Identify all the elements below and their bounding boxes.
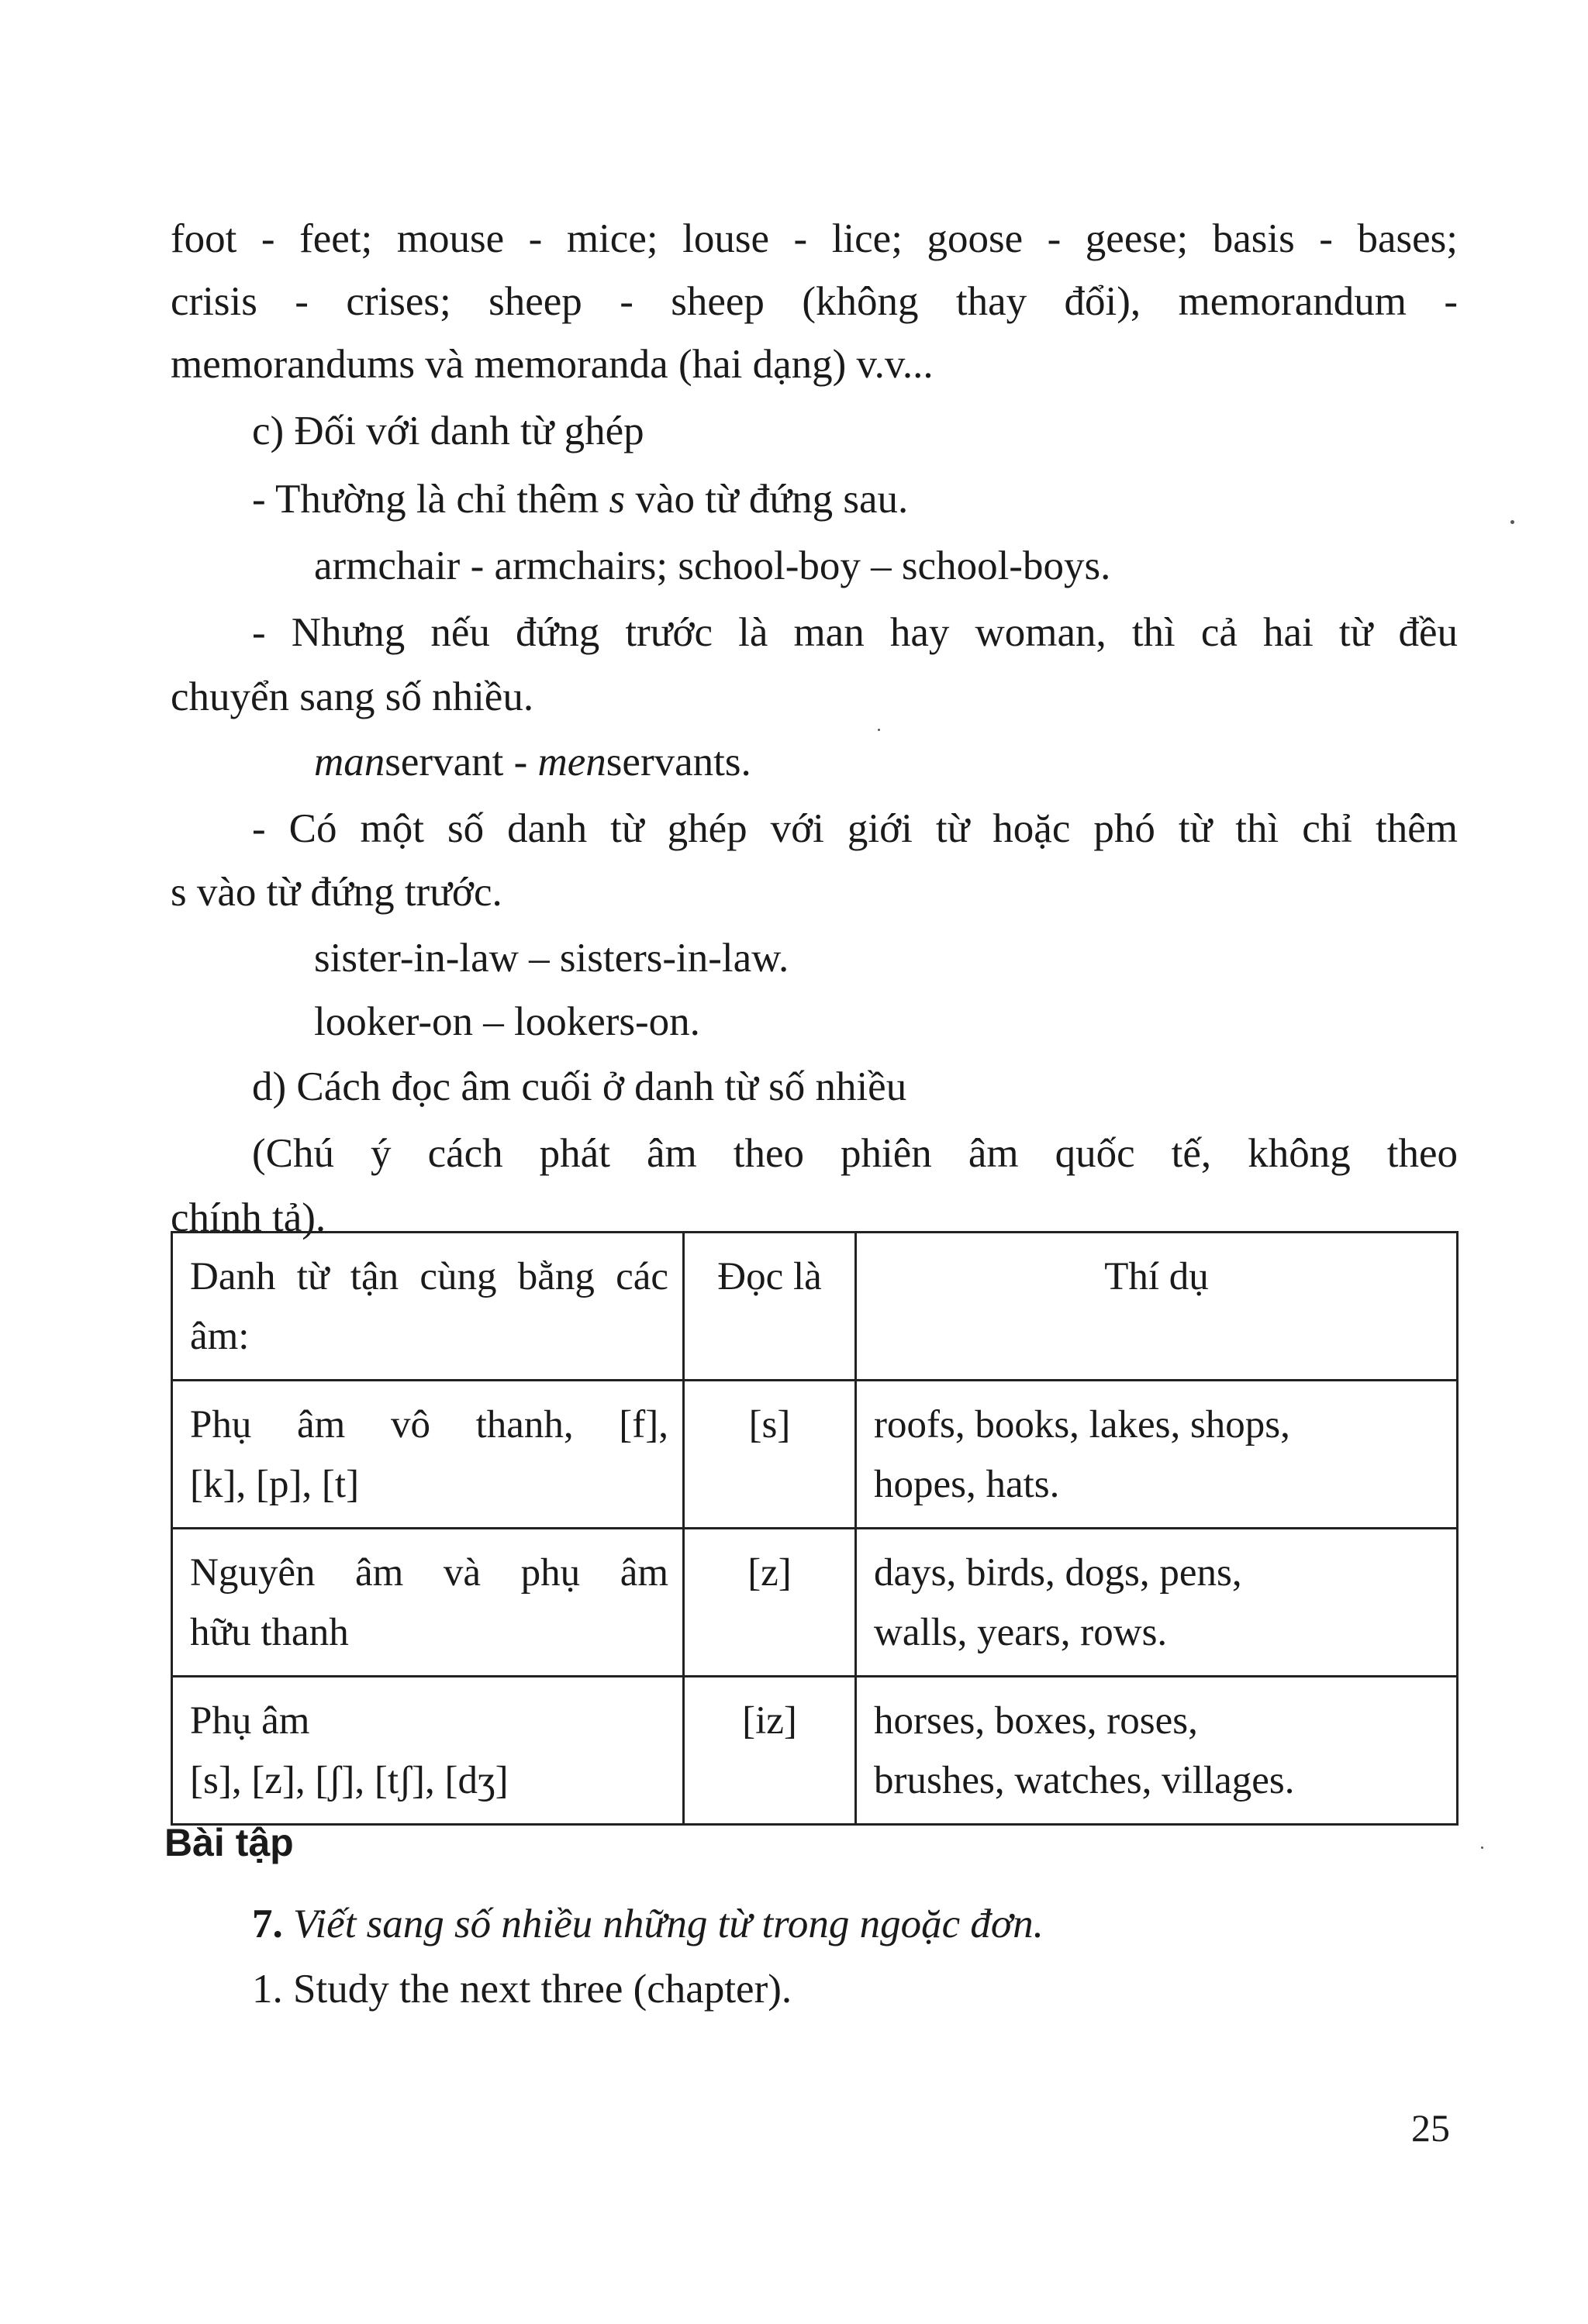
rule-c2: - Nhưng nếu đứng trước là man hay woman, thì cả hai từ đều — [252, 610, 1458, 655]
cell-line: Phụ âm — [190, 1699, 310, 1743]
scan-speck — [1481, 1846, 1483, 1849]
table-cell-ending — [172, 1381, 684, 1529]
rule-c3-cont: s vào từ đứng trước. — [171, 870, 502, 915]
cell-line: [s], [z], [ʃ], [tʃ], [dʒ] — [190, 1759, 509, 1802]
cell-line: hữu thanh — [190, 1611, 349, 1654]
table-row — [172, 1381, 1458, 1529]
section-title: Bài tập — [164, 1821, 294, 1864]
table-header-reading: Đọc là — [684, 1233, 856, 1381]
scan-speck — [878, 729, 880, 731]
cell-line: brushes, watches, villages. — [874, 1759, 1295, 1802]
table-row — [172, 1529, 1458, 1677]
cell-line: hopes, hats. — [874, 1463, 1060, 1506]
page-number: 25 — [1411, 2106, 1450, 2150]
table-cell-reading: [s] — [684, 1381, 856, 1529]
cell-line: horses, boxes, roses, — [874, 1699, 1198, 1743]
note-d-cont: chính tả). — [171, 1195, 326, 1240]
exercise-text: Viết sang số nhiều những từ trong ngoặc đơn. — [293, 1902, 1044, 1946]
text-line: memorandums và memoranda (hai dạng) v.v... — [171, 342, 934, 387]
table-cell-reading: [iz] — [684, 1677, 856, 1825]
pronunciation-table — [171, 1231, 1459, 1826]
example-c2-italic: men — [537, 740, 606, 784]
table-cell-ending — [172, 1529, 684, 1677]
example-c1: armchair - armchairs; school-boy – school-boys. — [314, 543, 1111, 588]
rule-c2-cont: chuyển sang số nhiều. — [171, 674, 534, 719]
example-c3b: looker-on – lookers-on. — [314, 999, 700, 1044]
cell-line: [k], [p], [t] — [190, 1463, 360, 1506]
text-line: crisis - crises; sheep - sheep (không thay đổi), memorandum - — [171, 279, 1458, 324]
cell-line: walls, years, rows. — [874, 1611, 1168, 1654]
table-header-ending: Danh từ tận cùng bằng các âm: — [172, 1233, 684, 1381]
rule-c3: - Có một số danh từ ghép với giới từ hoặc phó từ thì chỉ thêm — [252, 806, 1458, 851]
table-cell-ending — [172, 1677, 684, 1825]
cell-line: Phụ âm vô thanh, [f], — [190, 1403, 668, 1446]
example-c2-text: servant - — [385, 740, 538, 784]
exercise-item: 1. Study the next three (chapter). — [252, 1967, 792, 2012]
text-line: foot - feet; mouse - mice; louse - lice; goose - geese; basis - bases; — [171, 216, 1458, 261]
subheading-d: d) Cách đọc âm cuối ở danh từ số nhiều — [252, 1064, 907, 1109]
table-header-row — [172, 1233, 1458, 1381]
table-row — [172, 1677, 1458, 1825]
scan-speck — [1510, 520, 1514, 524]
rule-c1-emphasis: s — [609, 477, 626, 522]
rule-c1 — [252, 479, 908, 520]
table-cell-examples — [856, 1677, 1458, 1825]
note-d: (Chú ý cách phát âm theo phiên âm quốc tế, không theo — [252, 1131, 1458, 1176]
example-c2-text: servants. — [606, 740, 751, 784]
example-c3a: sister-in-law – sisters-in-law. — [314, 936, 789, 981]
exercise-number: 7. — [252, 1902, 283, 1946]
cell-line: roofs, books, lakes, shops, — [874, 1403, 1290, 1446]
cell-line: days, birds, dogs, pens, — [874, 1551, 1242, 1595]
rule-c1-text: vào từ đứng sau. — [625, 477, 909, 522]
rule-c1-text: - Thường là chỉ thêm — [252, 477, 609, 522]
table-cell-examples — [856, 1529, 1458, 1677]
example-c2 — [314, 742, 751, 783]
cell-line: Nguyên âm và phụ âm — [190, 1551, 668, 1595]
subheading-c: c) Đối với danh từ ghép — [252, 409, 644, 453]
table-cell-examples — [856, 1381, 1458, 1529]
example-c2-italic: man — [314, 740, 385, 784]
table-header-examples: Thí dụ — [856, 1233, 1458, 1381]
table-cell-reading: [z] — [684, 1529, 856, 1677]
exercise-instruction — [252, 1904, 1044, 1945]
